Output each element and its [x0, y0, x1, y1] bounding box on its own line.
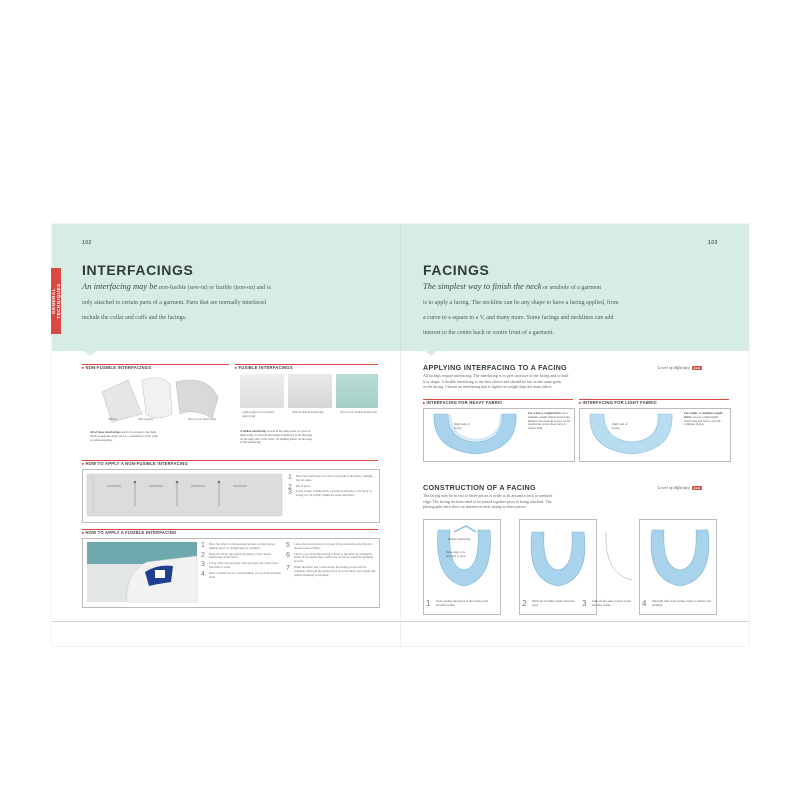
intro-facings	[423, 279, 723, 341]
construction-caption: The right side of the facing, ready to attach to the neckline.	[652, 599, 712, 607]
page-number-left: 102	[82, 240, 92, 246]
fusible-text: A fusible interfacing is used in the same areas as a sew-in interfacing. To prevent the fusible interfacing from showing on the right side of the work, cut pinking shears on the edge of the interfacing.	[240, 429, 312, 445]
intro-line: interest to the centre back or centre front of a garment.	[423, 330, 554, 336]
heavy-facing-image	[426, 410, 526, 458]
page-title-interfacings: INTERFACINGS	[82, 262, 194, 278]
apply-fusible-steps-col2	[286, 543, 376, 579]
step: 4 Place a steam iron on a steam setting, on top of the pressing cloth.	[201, 570, 281, 579]
construction-facings-image	[428, 524, 728, 594]
step: 1 Place the interfacing on to the wrong side of the fabric, aligning the cut edges.	[288, 474, 373, 482]
step: 6 Check to see if the interfacing is fused to the fabric by rolling the fabric. If the interfacing is still loose in places, repeat the pressing process.	[286, 551, 374, 564]
tacking-stitch-image	[87, 474, 282, 516]
difficulty-badge: ●●●	[693, 485, 700, 490]
iron-image	[87, 542, 197, 602]
step: 5 Leave the iron in place for at least 10 seconds before moving it to the next area of fabric.	[286, 542, 373, 550]
heading-non-fusible: ▸NON-FUSIBLE INTERFACINGS	[82, 365, 152, 370]
applying-paragraph: All facings require interfacing. The interfacing is to give structure to the facing and to hold it in shape. A fusible interfacing is the best choice and should be cut on the same grain as the facing. Choose an interfacing that is lighter in weight than the main fabric.	[423, 373, 569, 389]
gutter	[400, 224, 401, 646]
heading-apply-non-fusible: ▸HOW TO APPLY A NON-FUSIBLE INTERFACING	[82, 461, 188, 466]
step-number: 3	[582, 599, 587, 608]
heading-heavy-fabric: ▸INTERFACING FOR HEAVY FABRIC	[423, 400, 503, 405]
intro-lead: The simplest way to finish the neck	[423, 281, 542, 291]
light-facing-image	[582, 410, 682, 458]
caption-muslin: Muslin	[108, 417, 117, 421]
step: 3 Using a basic tacking stitch, tack the interfacing to the fabric or facing at 1cm (3/8in) within the seam allowance.	[288, 489, 373, 498]
non-fusible-text: All of these interfacings need to be tacked to the main fabric around the edges prior to construction of the work or seam neatening.	[90, 430, 158, 442]
intro-line: a curve to a square to a V, and many more. Some facings and necklines can add	[423, 315, 614, 321]
step-number: 2	[522, 599, 527, 608]
bottom-rule	[52, 621, 749, 622]
difficulty-indicator: Level of difficulty ●●●	[658, 365, 700, 370]
apply-fusible-steps-col1	[201, 543, 281, 581]
intro-line: or armhole of a garment	[543, 285, 601, 291]
heading-applying-interfacing: APPLYING INTERFACING TO A FACING	[423, 363, 568, 372]
intro-interfacings	[82, 279, 382, 326]
construction-paragraph: The facing may be in two or three pieces in order to fit around a neck or armhole edge. The facing sections need to be joined together prior to being attached. The photographs here show an interfaced neck facing in three pieces.	[423, 493, 553, 509]
fusible-swatch-woven	[240, 374, 284, 408]
page-number-right: 103	[708, 240, 718, 246]
apply-non-fusible-steps	[288, 475, 374, 500]
heading-construction: CONSTRUCTION OF A FACING	[423, 483, 536, 492]
heading-fusible: ▸FUSIBLE INTERFACINGS	[235, 365, 293, 370]
book-spread	[52, 224, 749, 646]
side-tab	[51, 268, 61, 334]
heavy-fabric-text: For a heavy-weight fabric use a medium-weight fusible interfacing. Remove the seam allowance on the interfacing on the inner curve to reduce bulk.	[528, 411, 571, 431]
caption-fusible-1: Lightweight woven fusible interfacing	[242, 410, 275, 418]
construction-caption: Trim off the outer corners on the shoulder seams.	[592, 599, 632, 607]
step: 2 Pin in place.	[288, 483, 311, 491]
caption-fusible-2: Knitted fusible interfacing	[292, 410, 324, 414]
caption-fusible-3: Non-woven fusible interfacing	[340, 410, 377, 414]
heading-apply-fusible: ▸HOW TO APPLY A FUSIBLE INTERFACING	[82, 530, 177, 535]
annot-inner-edge: Inner edge to be attached to neck	[446, 550, 466, 558]
intro-line: only attached to certain parts of a garment. Parts that are normally interfaced	[82, 300, 267, 306]
construction-caption: Stitch the shoulder seams and press open.	[532, 599, 575, 607]
difficulty-badge: ●●●	[693, 365, 700, 370]
step: 1 Place the fabric on the pressing surface, wrong side up, making sure it is straight and not wrinkled.	[201, 542, 276, 550]
construction-caption: Tack together the pieces of the facing at the shoulder seams.	[436, 599, 489, 607]
side-tab-label: GENERAL TECHNIQUES	[51, 283, 61, 319]
annot-right-side-heavy: Right side of facing	[454, 422, 470, 430]
heading-light-fabric: ▸INTERFACING FOR LIGHT FABRIC	[579, 400, 657, 405]
difficulty-indicator: Level of difficulty ●●●	[658, 485, 700, 490]
intro-line: non-fusible (sew-in) or fusible (iron-on) and is	[158, 285, 271, 291]
step: 2 Place the sticky side (that feels gritty) of the chosen interfacing on the fabric.	[201, 551, 272, 560]
intro-line: is to apply a facing. The neckline can be any shape to have a facing applied, from	[423, 300, 619, 306]
step: 3 Cover with a dry pressing cloth and spray the cloth with a fine mist of water.	[201, 561, 279, 569]
step-number: 4	[642, 599, 647, 608]
fusible-swatch-knitted	[288, 374, 332, 408]
step: 7 When the fabric has cooled down, the fusing process will be complete. Then pin the pattern back on to the fabric and transfer the pattern markings as required.	[286, 564, 376, 577]
band-notch	[425, 351, 437, 356]
annot-fusible: Fusible interfacing	[448, 537, 471, 541]
intro-line: include the collar and cuffs and the facings.	[82, 315, 187, 321]
caption-nonwoven: Non-woven interfacing	[188, 417, 216, 421]
fusible-swatch-nonwoven	[336, 374, 378, 408]
step-number: 1	[426, 599, 431, 608]
page-title-facings: FACINGS	[423, 262, 490, 278]
caption-silk: Silk organza	[138, 417, 154, 421]
intro-lead: An interfacing may be	[82, 281, 158, 291]
band-notch	[84, 351, 96, 356]
light-fabric-text: For a light- to medium-weight fabric, choose a lightweight interfacing and fuse it over the complete facing.	[684, 411, 723, 427]
annot-right-side-light: Right side of facing	[612, 422, 628, 430]
